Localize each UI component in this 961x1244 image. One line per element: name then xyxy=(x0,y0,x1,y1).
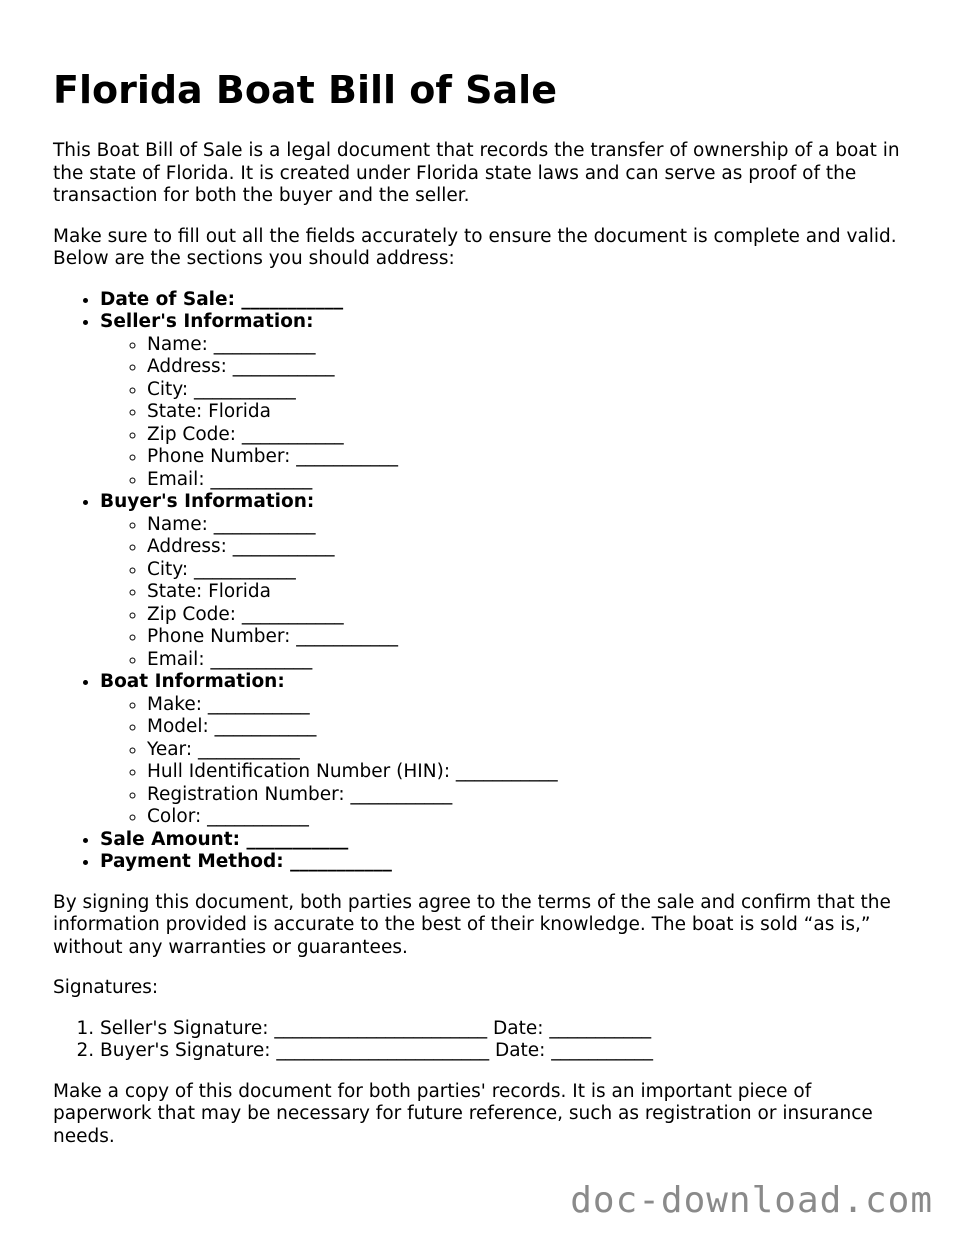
buyer-information-label: Buyer's Information: xyxy=(100,491,315,512)
boat-information-label: Boat Information: xyxy=(100,671,285,692)
list-item-sale-amount xyxy=(100,829,913,852)
boat-field: ◦ Make: ___________ xyxy=(147,694,913,717)
seller-field: ◦ Name: ___________ xyxy=(147,334,913,357)
date-of-sale-blank: ___________ xyxy=(241,288,344,310)
list-item-date-of-sale xyxy=(100,289,913,312)
page-title: Florida Boat Bill of Sale xyxy=(53,68,557,112)
boat-field: ◦ Hull Identification Number (HIN): ___________ xyxy=(147,761,913,784)
seller-field: ◦ Address: ___________ xyxy=(147,356,913,379)
list-item-boat-information xyxy=(100,671,913,829)
sale-amount-label: Sale Amount: xyxy=(100,828,241,850)
intro-paragraph: This Boat Bill of Sale is a legal document that records the transfer of ownership of a boat in the state of Florida. It is created under Florida state laws and can serve as proof of the transaction for both the buyer and the seller. xyxy=(53,140,900,206)
buyer-field: ◦ Name: ___________ xyxy=(147,514,913,537)
seller-signature-line: 1. Seller's Signature: _______________________ Date: ___________ xyxy=(100,1018,913,1041)
buyer-signature-line: 2. Buyer's Signature: _______________________ Date: ___________ xyxy=(100,1040,913,1063)
seller-field: ◦ Zip Code: ___________ xyxy=(147,424,913,447)
buyer-field: ◦ Phone Number: ___________ xyxy=(147,626,913,649)
sale-amount-blank: ___________ xyxy=(246,828,349,850)
list-item-buyer-information xyxy=(100,491,913,671)
boat-field: ◦ Registration Number: ___________ xyxy=(147,784,913,807)
closing-paragraph: Make a copy of this document for both parties' records. It is an important piece of paperwork that may be necessary for future reference, such as registration or insurance needs. xyxy=(53,1080,873,1147)
sections-list xyxy=(53,289,913,874)
buyer-field: ◦ Email: ___________ xyxy=(147,649,913,672)
signatures-heading: Signatures: xyxy=(53,977,159,998)
instructions-paragraph: Make sure to fill out all the fields accurately to ensure the document is complete and valid. Below are the sections you should address: xyxy=(53,225,897,269)
seller-fields-list xyxy=(100,334,913,492)
seller-field: ◦ Email: ___________ xyxy=(147,469,913,492)
boat-field: ◦ Color: ___________ xyxy=(147,806,913,829)
payment-method-label: Payment Method: xyxy=(100,851,284,872)
list-item-payment-method xyxy=(100,851,913,874)
seller-field: ◦ City: ___________ xyxy=(147,379,913,402)
signatures-list xyxy=(53,1018,913,1063)
watermark: doc-download.com xyxy=(570,1180,933,1221)
date-of-sale-label: Date of Sale: xyxy=(100,288,235,310)
list-item-seller-information xyxy=(100,311,913,491)
buyer-field: ◦ City: ___________ xyxy=(147,559,913,582)
seller-field: ◦ State: Florida xyxy=(147,401,913,424)
buyer-field: ◦ Address: ___________ xyxy=(147,536,913,559)
document-page xyxy=(53,66,913,1166)
boat-field: ◦ Model: ___________ xyxy=(147,716,913,739)
buyer-field: ◦ Zip Code: ___________ xyxy=(147,604,913,627)
boat-field: ◦ Year: ___________ xyxy=(147,739,913,762)
seller-information-label: Seller's Information: xyxy=(100,311,314,332)
buyer-field: ◦ State: Florida xyxy=(147,581,913,604)
agreement-paragraph: By signing this document, both parties agree to the terms of the sale and confirm that the information provided is accurate to the best of their knowledge. The boat is sold “as is,” without any warranties or guarantees. xyxy=(53,891,891,958)
seller-field: ◦ Phone Number: ___________ xyxy=(147,446,913,469)
buyer-fields-list xyxy=(100,514,913,672)
payment-method-blank: ___________ xyxy=(290,851,392,872)
boat-fields-list xyxy=(100,694,913,829)
